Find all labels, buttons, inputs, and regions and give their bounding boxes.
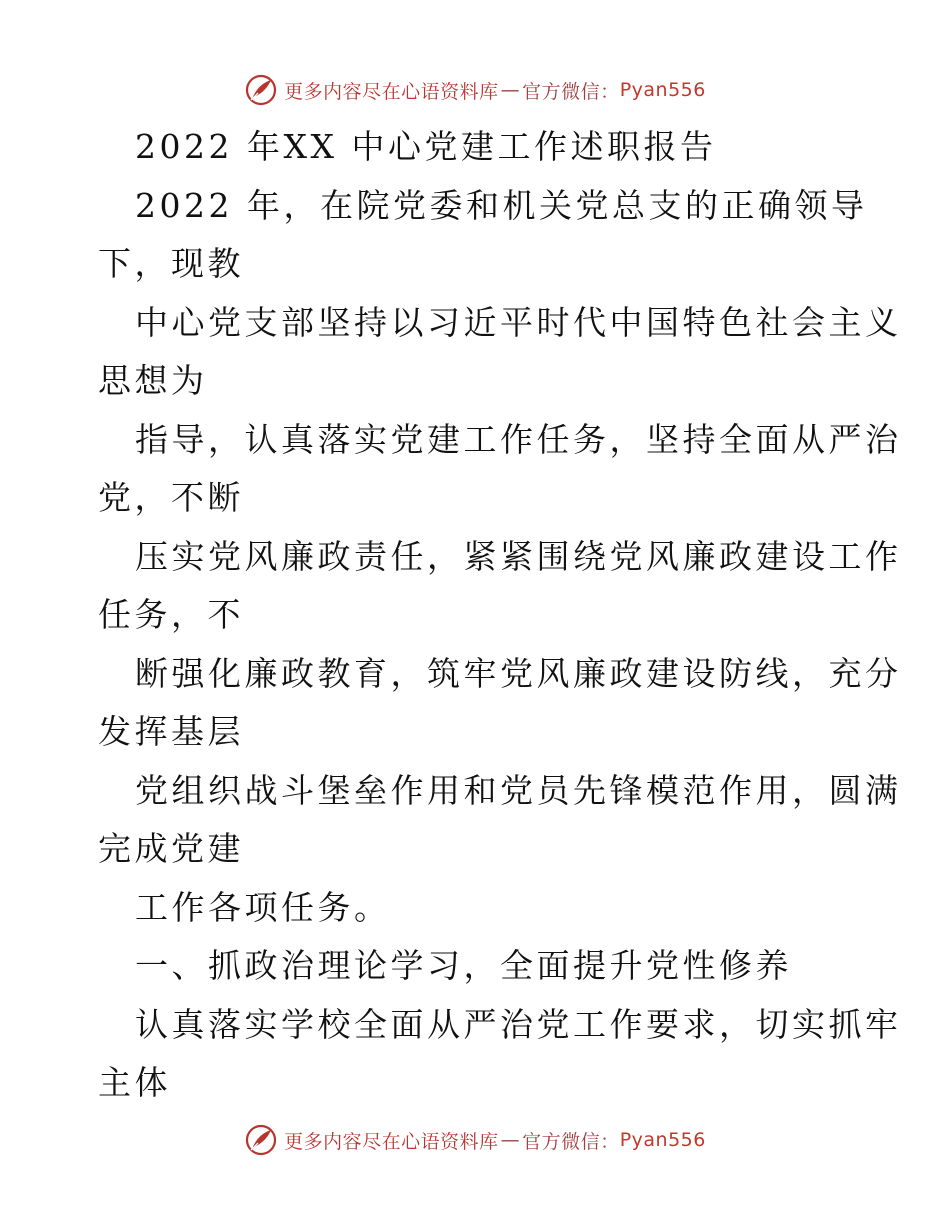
paragraph-line: 下，现教 [98, 244, 244, 283]
document-body [98, 118, 902, 1113]
document-title: 2022 年XX 中心党建工作述职报告 [135, 127, 717, 166]
paragraph-line: 发挥基层 [98, 712, 244, 751]
feather-pen-logo-icon [244, 1123, 278, 1157]
paragraph-line: 完成党建 [98, 829, 244, 868]
paragraph-line: 2022 年，在院党委和机关党总支的正确领导 [135, 185, 868, 225]
paragraph-line: 中心党支部坚持以习近平时代中国特色社会主义 [135, 302, 902, 342]
watermark-wechat-id: Pyan556 [619, 79, 706, 101]
footer-watermark [0, 1120, 950, 1160]
paragraph-line: 主体 [98, 1063, 171, 1102]
paragraph-line: 断强化廉政教育，筑牢党风廉政建设防线，充分 [135, 653, 902, 693]
paragraph-line: 任务，不 [98, 595, 244, 634]
watermark-dash: — [500, 1129, 521, 1151]
watermark-wechat-id: Pyan556 [619, 1129, 706, 1151]
watermark-wechat-label: 官方微信： [522, 1130, 620, 1153]
paragraph-line: 思想为 [98, 361, 208, 400]
paragraph-line: 党组织战斗堡垒作用和党员先锋模范作用，圆满 [135, 770, 902, 810]
watermark-main-text: 更多内容尽在心语资料库 [284, 1130, 499, 1153]
paragraph-line: 认真落实学校全面从严治党工作要求，切实抓牢 [135, 1004, 902, 1044]
watermark-main-text: 更多内容尽在心语资料库 [284, 80, 499, 103]
section-heading: 一、抓政治理论学习，全面提升党性修养 [135, 946, 792, 985]
header-watermark [0, 70, 950, 110]
watermark-wechat-label: 官方微信： [522, 80, 620, 103]
feather-pen-logo-icon [244, 73, 278, 107]
paragraph-line: 工作各项任务。 [135, 887, 391, 927]
paragraph-line: 压实党风廉政责任，紧紧围绕党风廉政建设工作 [135, 536, 902, 576]
watermark-dash: — [500, 79, 521, 101]
paragraph-line: 指导，认真落实党建工作任务，坚持全面从严治 [135, 419, 902, 459]
paragraph-line: 党，不断 [98, 478, 244, 517]
